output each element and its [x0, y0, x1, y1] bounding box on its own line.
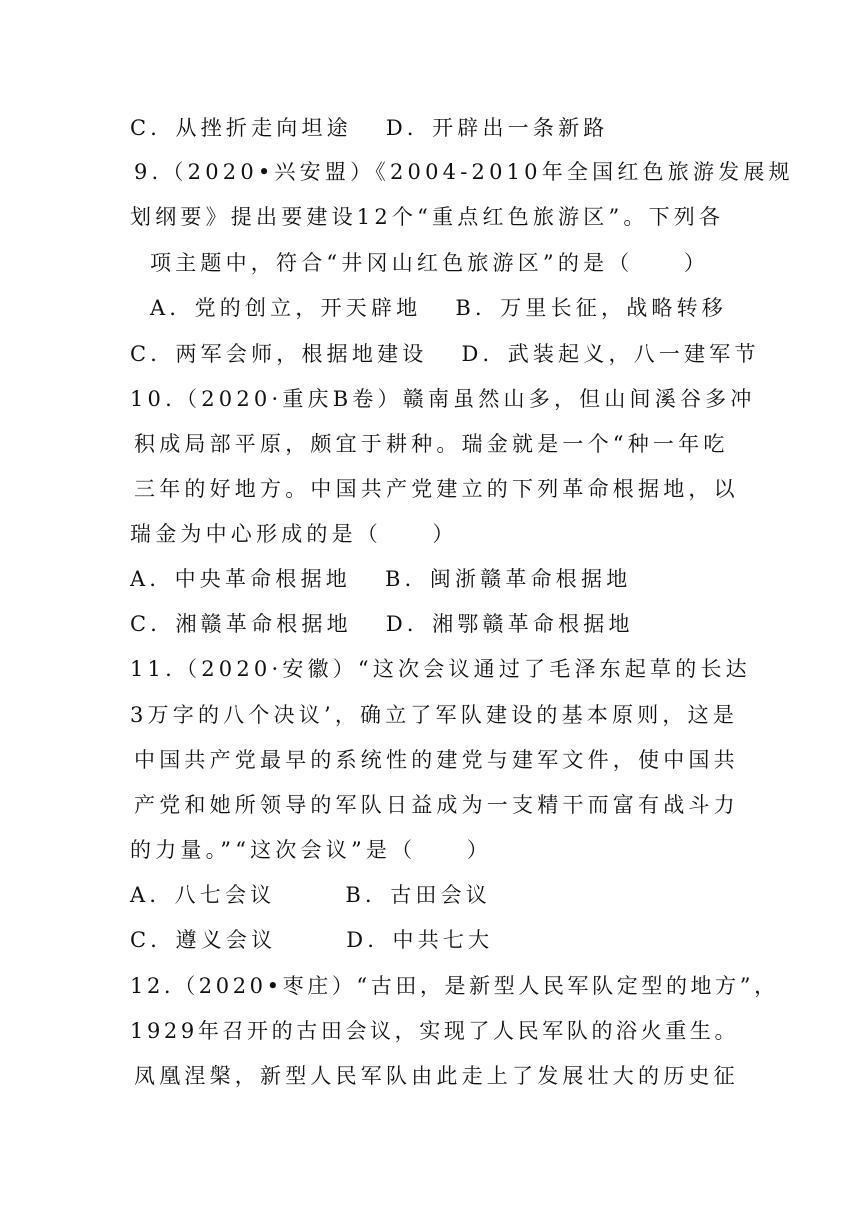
q9-stem-line2: 划纲要》提出要建设12个“重点红色旅游区”。下列各 [130, 205, 725, 229]
q8-option-d: D．开辟出一条新路 [385, 116, 609, 140]
q11-options-ab [130, 881, 491, 909]
q8-option-c: C．从挫折走向坦途 [130, 116, 352, 140]
q11-stem-line2: 3万字的八个决议’，确立了军队建设的基本原则，这是 [130, 703, 739, 727]
q9-options-ab [150, 294, 727, 322]
q10-option-c: C．湘赣革命根据地 [130, 612, 352, 636]
q11-stem-line4: 产党和她所领导的军队日益成为一支精干而富有战斗力 [134, 793, 739, 817]
q10-stem-line1: 10.（2020·重庆B卷）赣南虽然山多，但山间溪谷多冲 [130, 387, 756, 411]
q9-option-a: A．党的创立，开天辟地 [150, 296, 422, 320]
q11-option-b: B．古田会议 [345, 883, 492, 907]
q9-option-d: D．武装起义，八一建军节 [461, 342, 760, 366]
q9-option-b: B．万里长征，战略转移 [455, 296, 728, 320]
q8-options-cd [130, 114, 609, 142]
q11-option-c: C．遵义会议 [130, 928, 277, 952]
q9-stem-line3: 项主题中，符合“井冈山红色旅游区”的是（ ） [150, 251, 710, 275]
q11-stem-line5: 的力量。”“这次会议”是（ ） [130, 838, 492, 862]
q10-options-cd [130, 610, 634, 638]
q11-stem-line3: 中国共产党最早的系统性的建党与建军文件，使中国共 [134, 748, 739, 772]
q10-stem-line2: 积成局部平原，颇宜于耕种。瑞金就是一个“种一年吃 [134, 432, 729, 456]
q10-stem-line4: 瑞金为中心形成的是（ ） [130, 522, 458, 546]
q11-options-cd [130, 926, 493, 954]
q10-option-b: B．闽浙赣革命根据地 [384, 567, 632, 591]
q11-option-d: D．中共七大 [346, 928, 494, 952]
q9-option-c: C．两军会师，根据地建设 [130, 342, 428, 366]
q10-options-ab [130, 565, 631, 593]
q10-option-a: A．中央革命根据地 [130, 567, 351, 591]
q10-option-d: D．湘鄂赣革命根据地 [385, 612, 634, 636]
q12-stem-line3: 凤凰涅槃，新型人民军队由此走上了发展壮大的历史征 [134, 1064, 739, 1088]
q11-stem-line1: 11.（2020·安徽）“这次会议通过了毛泽东起草的长达 [130, 657, 751, 681]
q12-stem-line1: 12.（2020•枣庄）“古田，是新型人民军队定型的地方”， [130, 974, 779, 998]
q9-stem-line1: 9.（2020•兴安盟）《2004-2010年全国红色旅游发展规 [134, 160, 794, 184]
q12-stem-line2: 1929年召开的古田会议，实现了人民军队的浴火重生。 [130, 1019, 740, 1043]
q11-option-a: A．八七会议 [130, 883, 276, 907]
q10-stem-line3: 三年的好地方。中国共产党建立的下列革命根据地，以 [134, 477, 739, 501]
q9-options-cd [130, 340, 760, 368]
